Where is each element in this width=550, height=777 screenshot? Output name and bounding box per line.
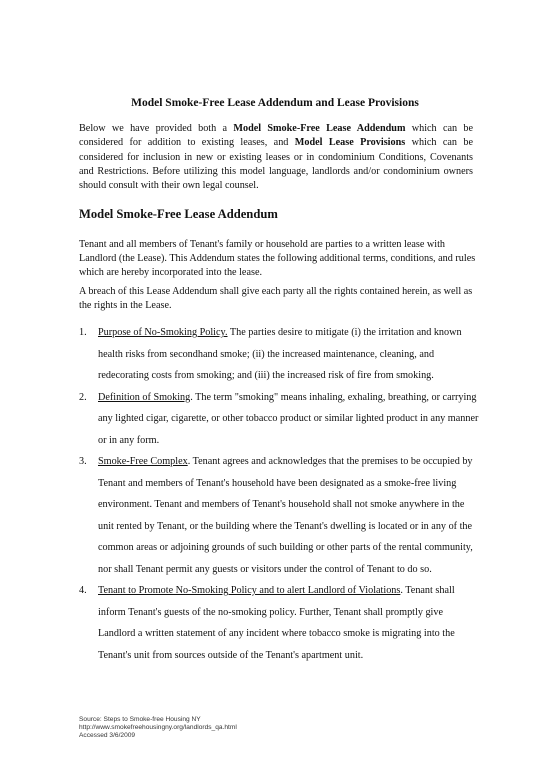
intro-bold-addendum: Model Smoke-Free Lease Addendum — [233, 123, 406, 134]
item-number: 2. — [79, 391, 87, 403]
paragraph-parties: Tenant and all members of Tenant's family or household are parties to a written lease with Landlord (the Lease). This Addendum states the following additional terms, conditions, and rules which are hereby incorporated into the lease. — [79, 239, 476, 279]
footer-source: Source: Steps to Smoke-free Housing NY — [79, 716, 201, 723]
footer-url: http://www.smokefreehousingny.org/landlords_qa.html — [79, 724, 237, 731]
intro-text-1: Below we have provided both a — [79, 123, 234, 134]
intro-text-3: which can be considered for inclusion in new or existing leases or in condominium Conditions, Covenants and Restrictions. Before utilizing this model language, landlords and/or condominium owners should consult with their own legal counsel. — [79, 137, 473, 192]
intro-text-2: which can be considered for addition to existing leases, and — [79, 123, 474, 149]
item-text: . The term "smoking" means inhaling, exhaling, breathing, or carrying any lighted cigar, cigarette, or other tobacco product or similar lighted product in any manner or in any form. — [98, 391, 479, 446]
item-number: 1. — [79, 327, 87, 338]
footer-accessed: Accessed 3/6/2009 — [79, 732, 136, 739]
item-number: 3. — [79, 456, 87, 467]
list-item-purpose — [79, 322, 479, 387]
section-heading: Model Smoke-Free Lease Addendum — [79, 207, 278, 221]
item-text: . Tenant agrees and acknowledges that the premises to be occupied by Tenant and members of Tenant's household have been designated as a smoke-free living environment. Tenant and members of Tenant's household shall not smoke anywhere in the unit rented by Tenant, or the building where the Tenant's dwelling is located or in any of the common areas or adjoining grounds of such building or other parts of the rental community, nor shall Tenant permit any guests or visitors under the control of Tenant to do so. — [98, 456, 473, 575]
paragraph-breach: A breach of this Lease Addendum shall give each party all the rights contained herein, as well as the rights in the Lease. — [79, 286, 473, 312]
item-number: 4. — [79, 585, 87, 596]
list-item-complex — [79, 451, 479, 580]
item-text: The parties desire to mitigate (i) the irritation and known health risks from secondhand smoke; (ii) the increased maintenance, cleaning, and redecorating costs from smoking; and (iii) the increased risk of fire from smoking. — [98, 327, 462, 381]
document-title: Model Smoke-Free Lease Addendum and Lease Provisions — [131, 97, 419, 109]
intro-bold-provisions: Model Lease Provisions — [294, 137, 406, 149]
intro-paragraph — [79, 122, 473, 193]
provisions-list — [79, 322, 479, 666]
item-heading: Definition of Smoking — [98, 391, 191, 403]
list-item-promote — [79, 580, 479, 666]
item-heading: Smoke-Free Complex — [98, 456, 188, 467]
item-heading: Purpose of No-Smoking Policy. — [98, 327, 228, 338]
item-text: . Tenant shall inform Tenant's guests of the no-smoking policy. Further, Tenant shall promptly give Landlord a written statement of any incident where tobacco smoke is migrating into the Tenant's unit from sources outside of the Tenant's apartment unit. — [98, 585, 455, 661]
item-heading: Tenant to Promote No-Smoking Policy and to alert Landlord of Violations — [98, 585, 401, 596]
page-footer — [79, 716, 237, 740]
list-item-definition — [79, 387, 479, 452]
